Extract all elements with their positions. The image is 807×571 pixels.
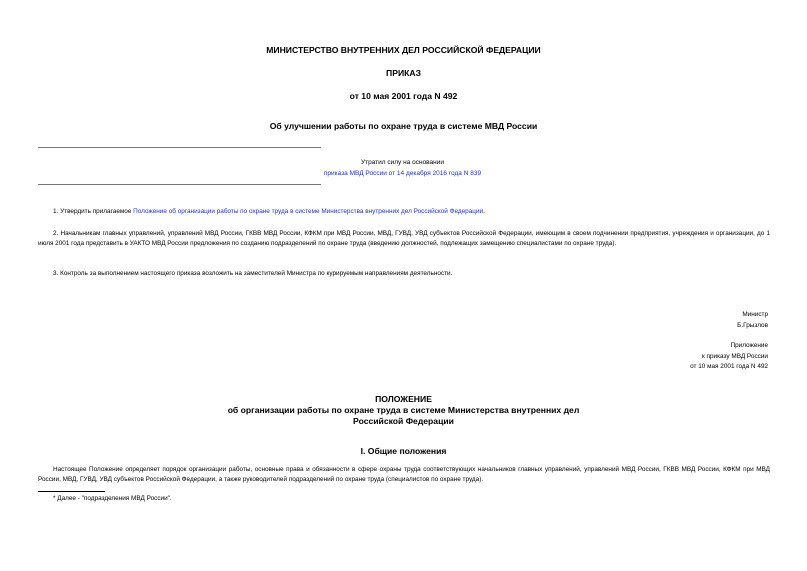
section-heading: I. Общие положения bbox=[360, 446, 447, 456]
appendix-label: Приложение bbox=[730, 342, 768, 349]
regulation-subtitle-line-2: Российской Федерации bbox=[353, 416, 454, 426]
signer-name: Б.Грызлов bbox=[737, 322, 768, 329]
order-title: Об улучшении работы по охране труда в системе МВД России bbox=[269, 121, 538, 131]
paragraph-1-suffix: . bbox=[483, 208, 485, 215]
repeal-notice-link[interactable]: приказа МВД России от 14 декабря 2016 года N 839 bbox=[323, 170, 482, 177]
paragraph-2 bbox=[38, 229, 770, 249]
signer-title: Министр bbox=[742, 311, 768, 318]
ministry-heading: МИНИСТЕРСТВО ВНУТРЕННИХ ДЕЛ РОССИЙСКОЙ ФЕДЕРАЦИИ bbox=[266, 45, 541, 55]
regulation-heading: ПОЛОЖЕНИЕ bbox=[375, 394, 432, 404]
paragraph-general-provisions bbox=[38, 465, 770, 485]
divider-bottom bbox=[38, 184, 321, 185]
paragraph-1-prefix: 1. Утвердить прилагаемое bbox=[53, 208, 134, 215]
regulation-link[interactable]: Положение об организации работы по охране труда в системе Министерства внутренних дел Российской Федерации bbox=[133, 208, 484, 215]
paragraph-general-provisions-text: Настоящее Положение определяет порядок организации работы, основные права и обязанности в сфере охраны труда соответствующих начальников главных управлений, управлений МВД России, ГКВВ МВД России, КФКМ при МВД России, МВД, ГУВД, УВД субъектов Российской Федерации, а также руководителей подразделений по охране труда (специалистов по охране труда). bbox=[38, 466, 770, 483]
appendix-reference: к приказу МВД России bbox=[701, 353, 768, 360]
order-type-heading: ПРИКАЗ bbox=[386, 68, 421, 78]
divider-top bbox=[38, 147, 321, 148]
paragraph-3-text: 3. Контроль за выполнением настоящего приказа возложить на заместителей Министра по курируемым направлениям деятельности. bbox=[53, 270, 453, 277]
order-date: от 10 мая 2001 года N 492 bbox=[349, 91, 458, 101]
paragraph-1 bbox=[38, 207, 770, 217]
paragraph-2-text: 2. Начальникам главных управлений, управлений МВД России, ГКВВ МВД России, КФКМ при МВД России, МВД, ГУВД, УВД субъектов Российской Федерации, имеющим в своем подчинении предприятия, учреждения и организации, до 1 июля 2001 года представить в УАКТО МВД России предложения по созданию подразделений по охране труда (введению должностей, подлежащих замещению специалистами по охране труда). bbox=[38, 230, 770, 247]
footnote: * Далее - "подразделения МВД России". bbox=[53, 495, 172, 502]
regulation-subtitle-line-1: об организации работы по охране труда в системе Министерства внутренних дел bbox=[227, 405, 580, 415]
footnote-divider bbox=[38, 491, 105, 492]
repeal-notice-text: Утратил силу на основании bbox=[360, 159, 445, 166]
paragraph-3 bbox=[38, 269, 770, 279]
appendix-date: от 10 мая 2001 года N 492 bbox=[690, 363, 768, 370]
